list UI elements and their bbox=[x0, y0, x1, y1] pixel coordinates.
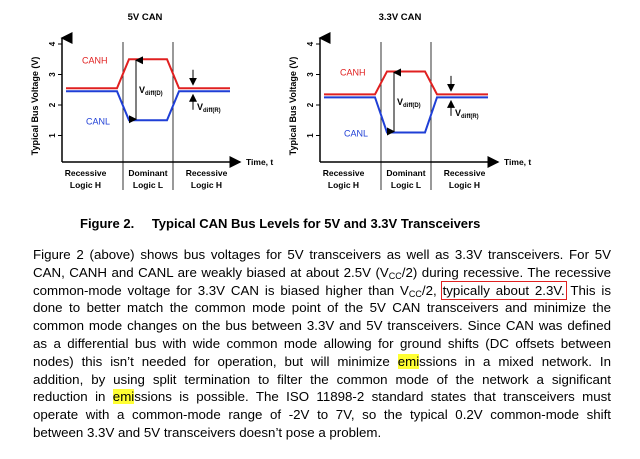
y-axis-label: Typical Bus Voltage (V) bbox=[288, 56, 298, 156]
x-axis-label: Time, t bbox=[504, 157, 532, 167]
para-line: Figure 2 (above) shows bus voltages for 5V transceivers as well as 3.3V transceivers. For 5V bbox=[33, 247, 611, 262]
phase-label: Logic L bbox=[390, 180, 422, 190]
y-tick-label: 4 bbox=[48, 41, 57, 47]
canl-label: CANL bbox=[344, 128, 369, 139]
phase-label: Recessive bbox=[322, 168, 365, 178]
phase-label: Logic H bbox=[69, 180, 102, 190]
chart-3v3-can bbox=[288, 12, 531, 190]
para-line: nodes) this isn’t needed for operation, but will minimize emissions in a mixed network. In bbox=[33, 353, 612, 369]
y-tick-label: 2 bbox=[48, 102, 57, 108]
para-line: common-mode voltage for 3.3V CAN is biased higher than $V_{CC}/2$, typically about 2.3V. This is bbox=[33, 282, 611, 299]
y-axis-label: Typical Bus Voltage (V) bbox=[30, 56, 40, 156]
boxed-phrase: typically about 2.3V. bbox=[442, 282, 565, 298]
vdiff-r-label: $V_{diff(R)}$ bbox=[197, 101, 221, 114]
canl-label: CANL bbox=[86, 116, 111, 127]
phase-label: Dominant bbox=[128, 168, 168, 178]
vdiff-r-label: $V_{diff(R)}$ bbox=[455, 107, 479, 120]
caption-text: Typical CAN Bus Levels for 5V and 3.3V Transceivers bbox=[151, 216, 481, 231]
highlight-emi: emi bbox=[397, 353, 420, 369]
para-line: reduction in emissions is possible. The ISO 11898-2 standard states that transceivers must bbox=[33, 389, 611, 405]
phase-label: Dominant bbox=[386, 168, 426, 178]
phase-label: Recessive bbox=[443, 168, 486, 178]
phase-label: Logic H bbox=[190, 180, 223, 190]
phase-label: Logic H bbox=[448, 180, 481, 190]
canh-label: CANH bbox=[340, 67, 366, 78]
chart-5v-can bbox=[30, 12, 273, 190]
para-line: CAN, CANH and CANL are weakly biased at about 2.5V $(V_{CC}/2)$ during recessive. The recessive bbox=[33, 264, 611, 281]
para-line: as a differential bus with wide common mode allowing for ground shifts (DC offsets between bbox=[33, 335, 611, 351]
caption-label: Figure 2. bbox=[80, 216, 135, 231]
figure-svg bbox=[0, 0, 640, 200]
vdiff-d-label: $V_{diff(D)}$ bbox=[397, 96, 421, 109]
para-line: done to better match the common mode point of the 5V CAN transceivers and minimize the bbox=[33, 300, 611, 316]
phase-label: Logic L bbox=[132, 180, 164, 190]
highlight-emi: emi bbox=[112, 389, 135, 405]
phase-label: Logic H bbox=[327, 180, 360, 190]
y-tick-label: 1 bbox=[48, 133, 57, 138]
figure-caption bbox=[80, 216, 480, 231]
para-line: between 3.3V and 5V transceivers doesn’t pose a problem. bbox=[33, 424, 382, 440]
chart-title: 3.3V CAN bbox=[378, 12, 422, 23]
y-tick-label: 2 bbox=[306, 102, 315, 108]
canh-label: CANH bbox=[82, 55, 108, 66]
y-tick-label: 1 bbox=[306, 133, 315, 138]
y-tick-label: 3 bbox=[306, 72, 315, 77]
para-line: addition, by using split termination to filter the common mode of the network a significant bbox=[33, 371, 611, 387]
x-axis-label: Time, t bbox=[246, 157, 274, 167]
phase-label: Recessive bbox=[185, 168, 228, 178]
chart-title: 5V CAN bbox=[127, 12, 163, 23]
figure-2 bbox=[0, 0, 640, 200]
y-tick-label: 3 bbox=[48, 72, 57, 77]
para-line: operate with a common-mode range of -2V to 7V, so the typical 0.2V common-mode shift bbox=[33, 407, 611, 423]
vdiff-d-label: $V_{diff(D)}$ bbox=[139, 84, 163, 97]
phase-label: Recessive bbox=[64, 168, 107, 178]
para-line: common mode changes on the bus between 3.3V and 5V transceivers. Since CAN was defined bbox=[33, 318, 611, 334]
y-tick-label: 4 bbox=[306, 41, 315, 47]
body-paragraph bbox=[33, 246, 611, 442]
